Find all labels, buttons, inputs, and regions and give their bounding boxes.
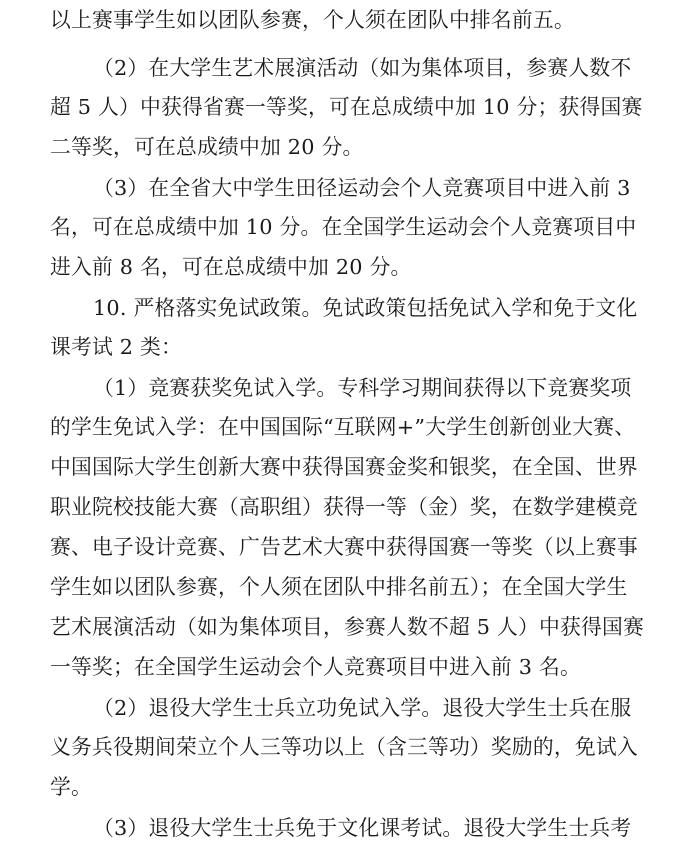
text-line: 义务兵役期间荣立个人三等功以上（含三等功）奖励的，免试入 xyxy=(50,735,638,759)
text-line: 职业院校技能大赛（高职组）获得一等（金）奖，在数学建模竞 xyxy=(50,495,638,519)
text-line: 艺术展演活动（如为集体项目，参赛人数不超 5 人）中获得国赛 xyxy=(50,615,644,639)
text-line: 以上赛事学生如以团队参赛，个人须在团队中排名前五。 xyxy=(50,8,575,32)
text-line: 名，可在总成绩中加 10 分。在全国学生运动会个人竞赛项目中 xyxy=(50,215,637,239)
text-line: （2）退役大学生士兵立功免试入学。退役大学生士兵在服 xyxy=(93,696,632,720)
text-line: 中国国际大学生创新大赛中获得国赛金奖和银奖，在全国、世界 xyxy=(50,455,638,479)
text-line: （3）退役大学生士兵免于文化课考试。退役大学生士兵考 xyxy=(93,816,632,840)
text-line: 学生如以团队参赛，个人须在团队中排名前五）；在全国大学生 xyxy=(50,575,628,599)
text-line: （2）在大学生艺术展演活动（如为集体项目，参赛人数不 xyxy=(93,56,632,80)
text-line: 的学生免试入学：在中国国际“互联网+”大学生创新创业大赛、 xyxy=(50,415,636,439)
text-line: 二等奖，可在总成绩中加 20 分。 xyxy=(50,135,364,159)
text-line: （1）竞赛获奖免试入学。专科学习期间获得以下竞赛奖项 xyxy=(93,376,632,400)
text-line: 一等奖；在全国学生运动会个人竞赛项目中进入前 3 名。 xyxy=(50,655,581,679)
text-line: 进入前 8 名，可在总成绩中加 20 分。 xyxy=(50,255,412,279)
text-line: 10. 严格落实免试政策。免试政策包括免试入学和免于文化 xyxy=(93,296,638,320)
text-line: 超 5 人）中获得省赛一等奖，可在总成绩中加 10 分；获得国赛 xyxy=(50,95,643,119)
text-line: 赛、电子设计竞赛、广告艺术大赛中获得国赛一等奖（以上赛事 xyxy=(50,535,638,559)
text-line: 学。 xyxy=(50,775,92,799)
text-line: （3）在全省大中学生田径运动会个人竞赛项目中进入前 3 xyxy=(93,176,631,200)
text-line: 课考试 2 类： xyxy=(50,335,183,359)
